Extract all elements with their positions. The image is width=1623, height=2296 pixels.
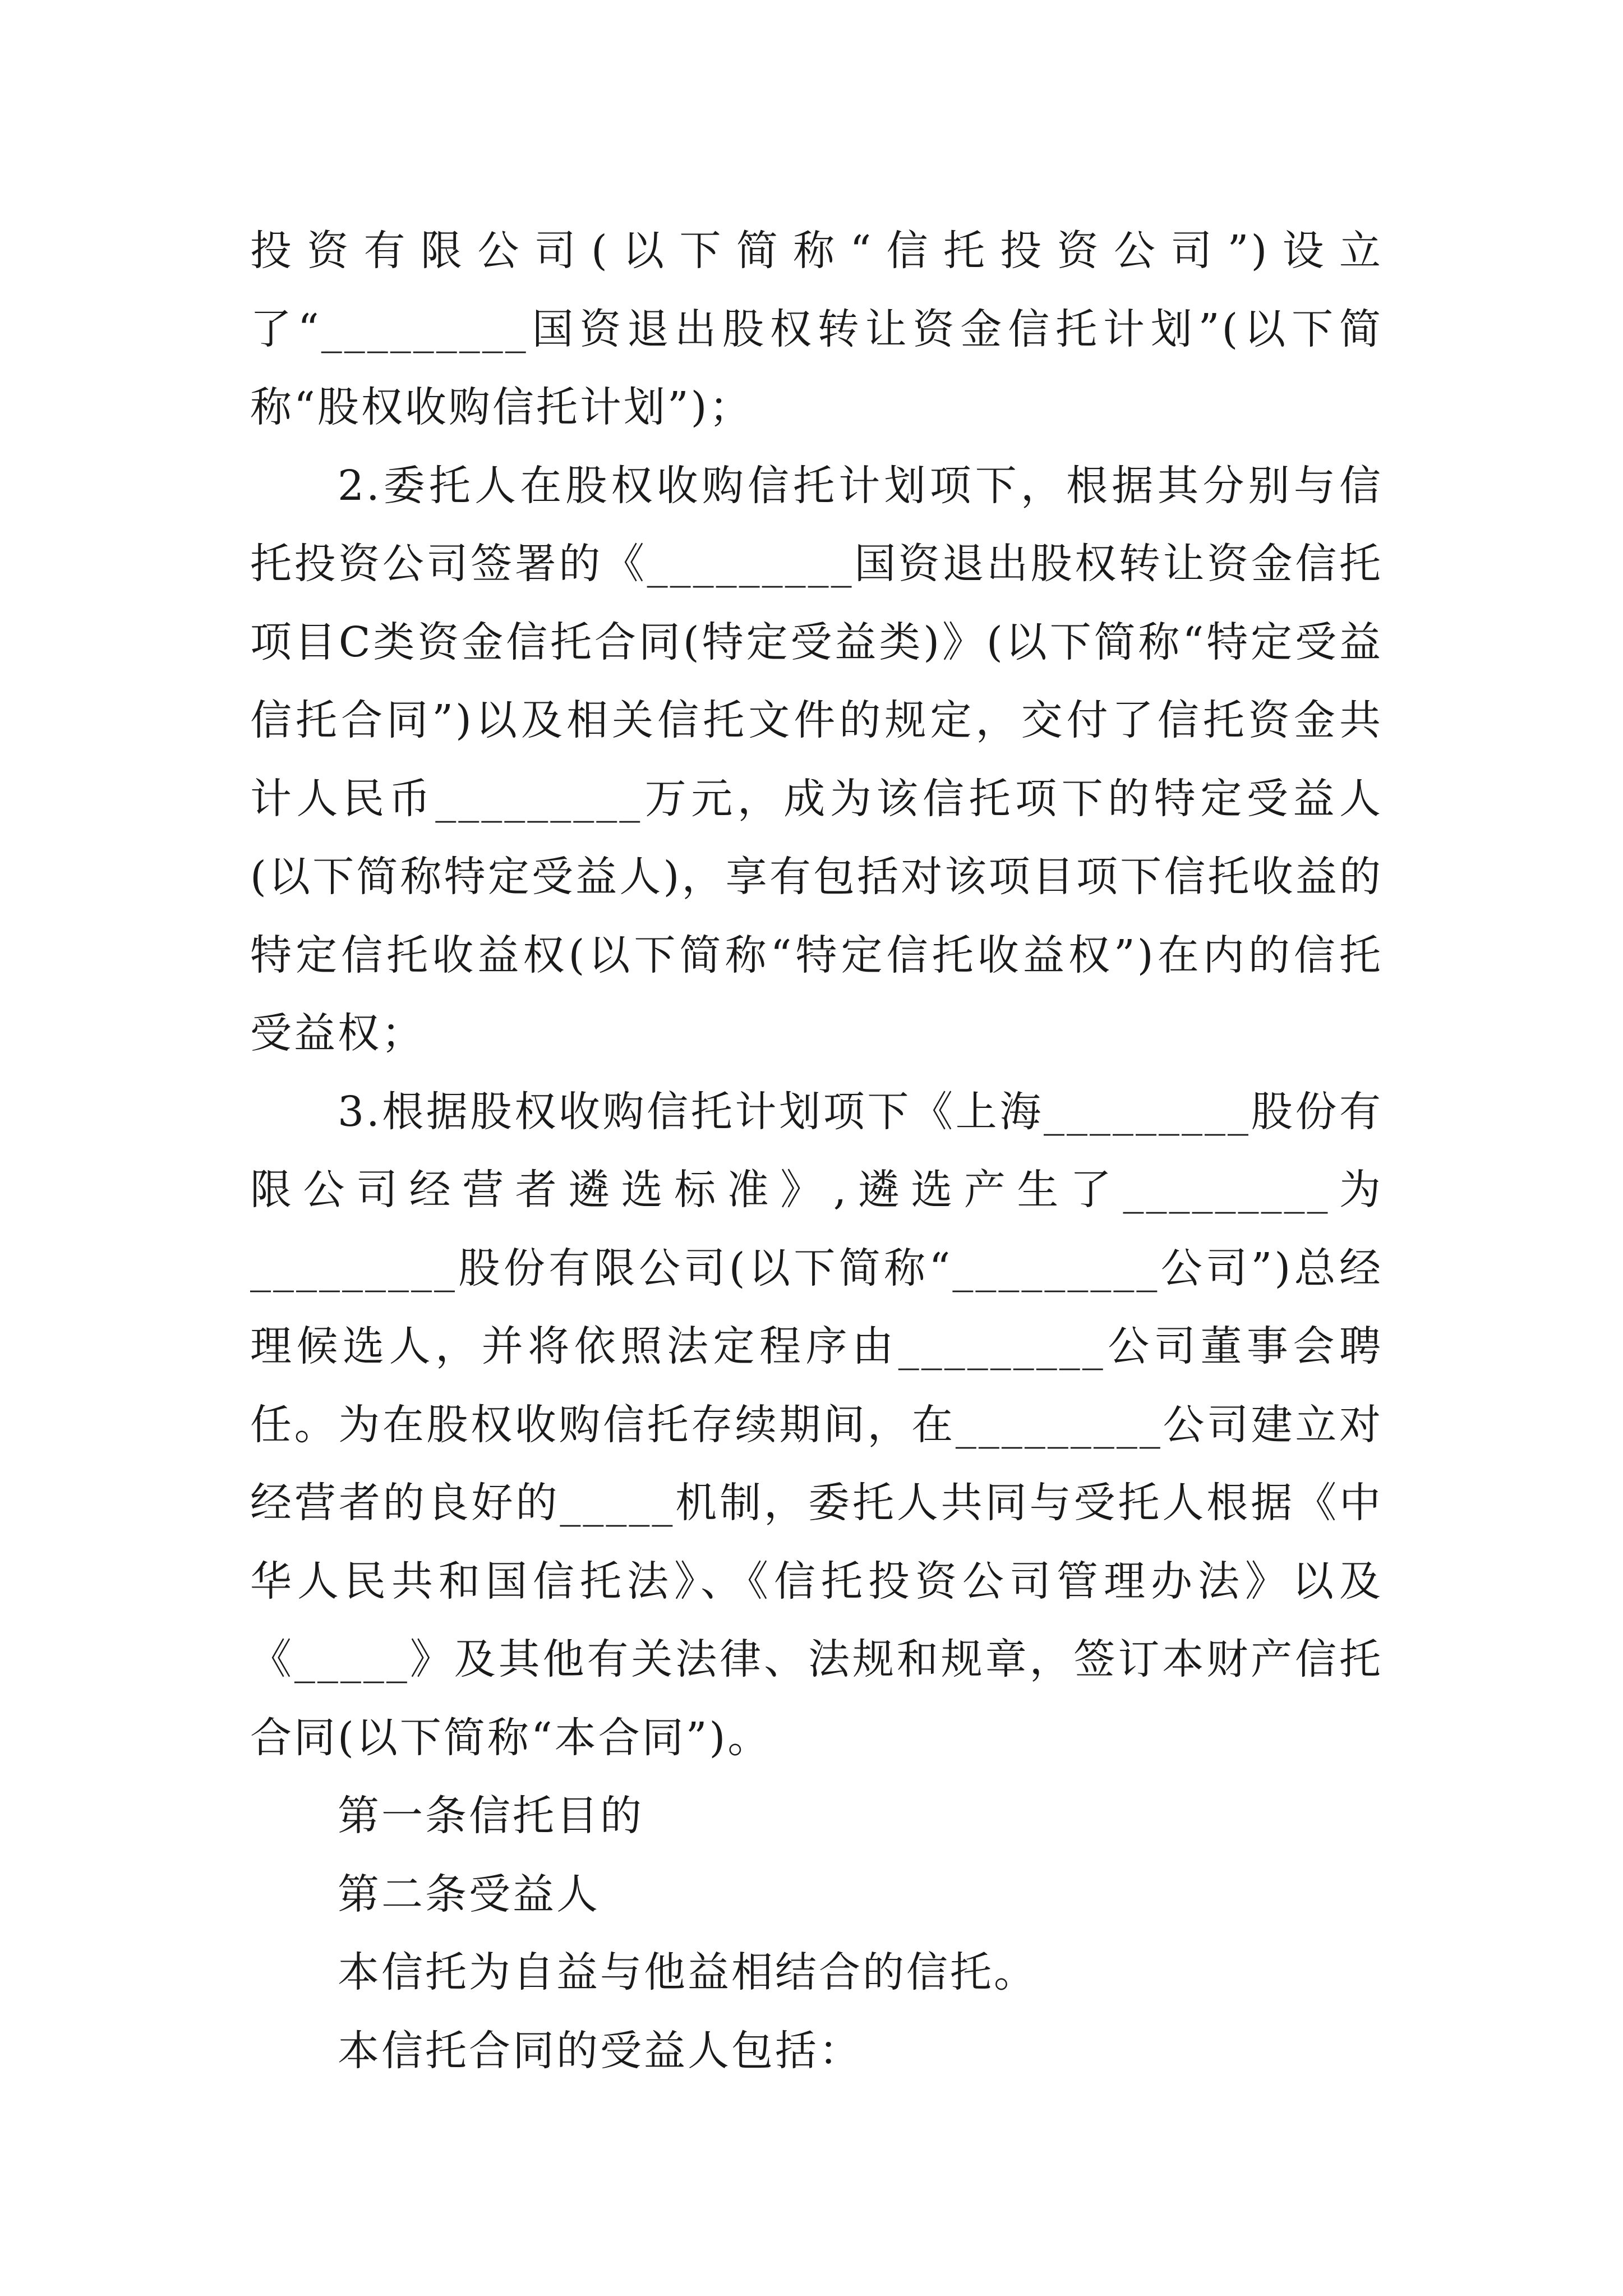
article-2-heading: 第二条受益人 <box>338 1870 600 1918</box>
paragraph-item-3: 3.根据股权收购信托计划项下《上海_________股份有限公司经营者遴选标准》,遴选产生了_________为_________股份有限公司(以下简称“_________公司”)总经理候选人，并将依照法定程序由_________公司董事会聘任。为在股权收购信托存续期间，在_________公司建立对经营者的良好的_____机制，委托人共同与受托人根据《中华人民共和国信托法》、《信托投资公司管理办法》以及《_____》及其他有关法律、法规和规章，签订本财产信托合同(以下简称“本合同”)。 <box>250 1087 1383 1762</box>
paragraph-item-2: 2.委托人在股权收购信托计划项下，根据其分别与信托投资公司签署的《_________国资退出股权转让资金信托项目C类资金信托合同(特定受益类)》(以下简称“特定受益信托合同”)以及相关信托文件的规定，交付了信托资金共计人民币_________万元，成为该信托项下的特定受益人(以下简称特定受益人)，享有包括对该项目项下信托收益的特定信托收益权(以下简称“特定信托收益权”)在内的信托受益权； <box>250 461 1383 1057</box>
paragraph-self-benefit: 本信托为自益与他益相结合的信托。 <box>338 1948 1038 1996</box>
paragraph-beneficiaries: 本信托合同的受益人包括： <box>338 2026 863 2075</box>
article-1-heading: 第一条信托目的 <box>338 1792 644 1840</box>
paragraph-continued: 投资有限公司(以下简称“信托投资公司”)设立了“_________国资退出股权转让资金信托计划”(以下简称“股权收购信托计划”)； <box>250 227 1383 431</box>
document-body <box>250 212 1383 2090</box>
